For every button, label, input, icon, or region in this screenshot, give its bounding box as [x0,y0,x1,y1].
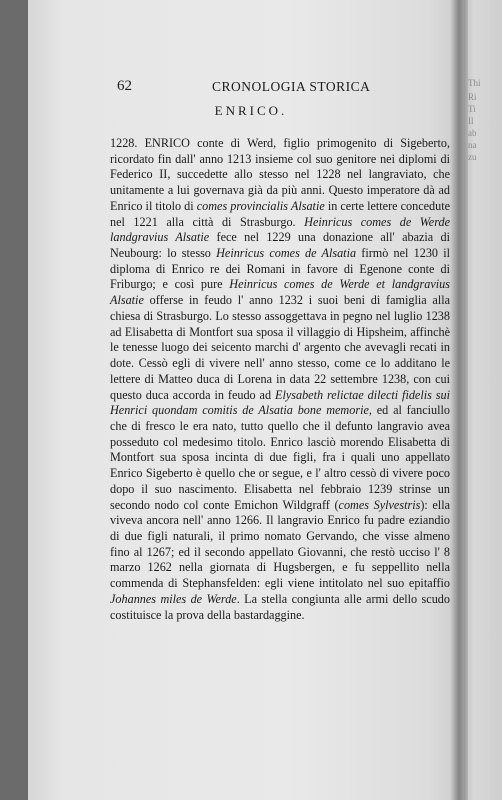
text-segment: , ed al fanciullo che di fresco le era nato, tutto quello che il defunto langravio avea posseduto col medesimo titolo. Enrico lasciò morendo Elisabetta di Montfort sua sposa incinta di due figli, fra i quali uno appellato Enrico Sigeberto è quello che or segue, e l' altro cessò di vivere poco dopo il suo nascimento. Elisabetta nel febbraio 1239 strinse un secondo nodo col conte Emichon Wildgraff ( [110,403,450,512]
latin-quote: Heinricus comes de Werde et landgravius Alsatie [110,277,450,308]
section-title: ENRICO. [214,103,288,118]
text-segment: in certe lettere concedute nel 1221 alla città di Strasburgo. [110,198,451,229]
latin-quote: comes provincialis Alsatie [196,198,325,213]
running-title: CRONOLOGIA STORICA [212,79,371,94]
facing-page-line: zu [468,152,477,162]
text-segment: firmò nel 1230 il diploma di Enrico re dei Romani in favore di Egenone conte di Friburgo; e così pure [110,246,450,292]
text-segment: . La stella congiunta alle armi dello scudo costituisce la prova della bastardaggine. [110,591,450,622]
facing-page-line: na [468,140,477,150]
facing-page-line: Thi [468,78,481,88]
facing-page-edge [462,0,502,800]
text-segment: ): ella viveva ancora nell' anno 1266. Il langravio Enrico fu padre eziandio di due figli naturali, il primo nomato Gervando, che visse almeno fino al 1267; ed il secondo appellato Giovanni, che restò ucciso l' 8 marzo 1262 nella giornata di Hugsbergen, e fu seppellito nella commenda di Stephansfelden: egli viene intitolato nel suo epitaffio [110,497,450,591]
latin-quote: Heinricus comes de Alsatia [216,246,357,261]
text-segment: fece nel 1229 una donazione all' abazia di Neubourg: lo stesso [110,230,450,261]
latin-quote: Elysabeth relictae dilecti fidelis sui Henrici quondam comitis de Alsatia bone memorie [110,387,450,418]
text-segment: 1228. ENRICO conte di Werd, figlio primogenito di Sigeberto, ricordato fin dall' anno 1213 insieme col suo genitore nei diplomi di Federico II, succedette allo stesso nel 1228 nel langraviato, che unitamente a lui governava già da più anni. Questo imperatore dà ad Enrico il titolo di [110,136,450,213]
facing-page-line: Ti [468,104,476,114]
body-paragraph [110,136,450,623]
facing-page-line: ab [468,128,477,138]
page-number: 62 [117,78,132,94]
latin-quote: Johannes miles de Werde [110,591,237,606]
facing-page-line: Il [468,116,474,126]
latin-quote: comes Sylvestris [338,497,421,512]
latin-quote: Heinricus comes de Werde landgravius Alsatie [110,214,450,245]
page-gutter-shadow [450,0,468,800]
facing-page-line: Ri [468,92,477,102]
text-segment: offerse in feudo l' anno 1232 i suoi beni di famiglia alla chiesa di Strasburgo. Lo stesso assoggettava in pegno nel luglio 1238 ad Elisabetta di Montfort sua sposa il villaggio di Hipsheim, affinchè le tenesse luogo dei seicento marchi d' argento che avevagli recati in dote. Cessò egli di vivere nell' anno stesso, come ce lo additano le lettere di Matteo duca di Lorena in data 22 settembre 1238, con cui questo duca accorda in feudo ad [110,293,451,402]
